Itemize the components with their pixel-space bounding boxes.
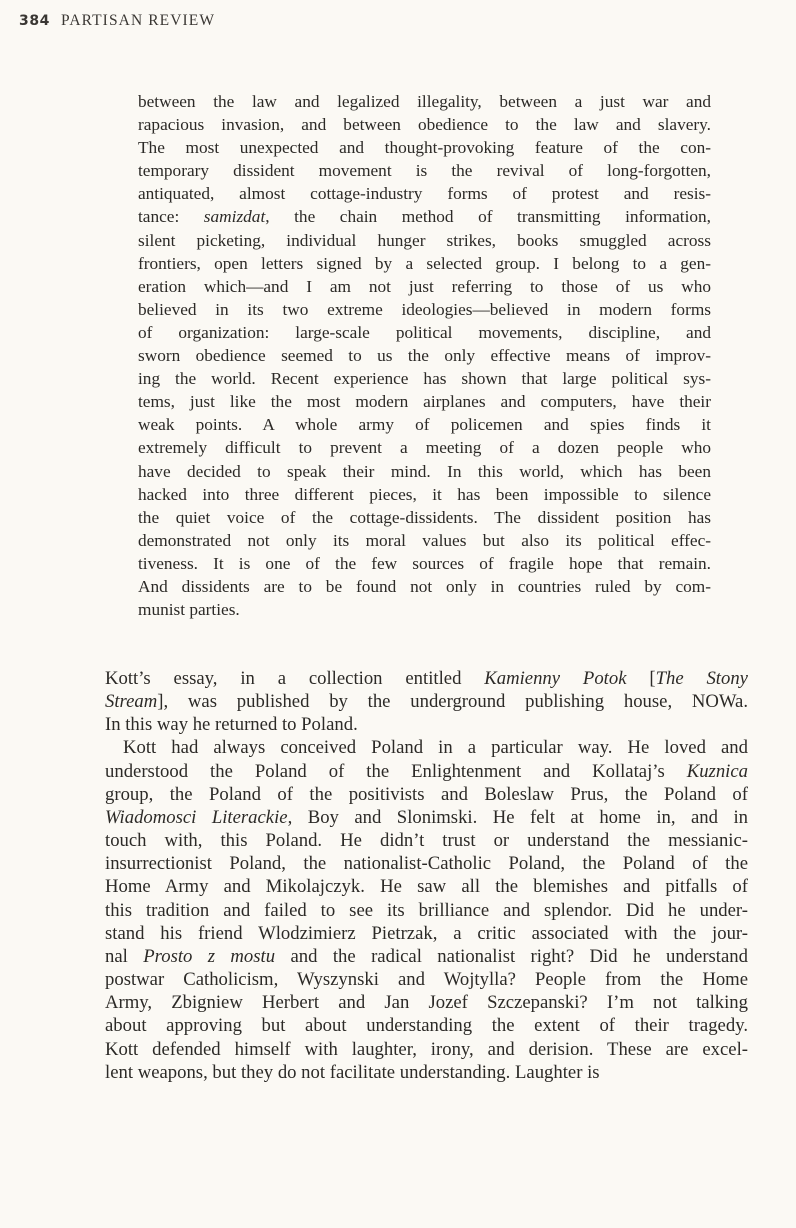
text-line bbox=[138, 90, 711, 113]
text-run: antiquated, almost cottage-industry forms of protest and resis- bbox=[138, 184, 711, 204]
text-run: Army, Zbigniew Herbert and Jan Jozef Szczepanski? I’m not talking bbox=[105, 992, 748, 1014]
text-run: postwar Catholicism, Wyszynski and Wojtylla? People from the Home bbox=[105, 969, 748, 991]
text-line bbox=[105, 945, 748, 968]
page-number: 384 bbox=[19, 13, 51, 29]
text-line bbox=[105, 690, 748, 713]
text-run: [ bbox=[626, 668, 656, 689]
text-run: group, the Poland of the positivists and Boleslaw Prus, the Poland of bbox=[105, 783, 748, 805]
text-line bbox=[138, 575, 711, 598]
text-line bbox=[138, 598, 711, 621]
text-run: touch with, this Poland. He didn’t trust or understand the messianic- bbox=[105, 830, 748, 852]
text-run: between the law and legalized illegality, between a just war and bbox=[138, 92, 711, 111]
text-run: this tradition and failed to see its brilliance and splendor. Did he under- bbox=[105, 899, 748, 921]
italic-title: Kamienny Potok bbox=[484, 668, 627, 689]
text-line bbox=[138, 367, 711, 390]
text-line bbox=[105, 736, 748, 759]
paragraph-1 bbox=[105, 667, 748, 736]
italic-title: samizdat bbox=[203, 207, 266, 227]
text-line bbox=[138, 159, 711, 182]
text-run: frontiers, open letters signed by a selected group. I belong to a gen- bbox=[138, 253, 711, 273]
text-line bbox=[138, 344, 711, 367]
text-line bbox=[105, 875, 748, 898]
text-run: ing the world. Recent experience has shown that large political sys- bbox=[138, 369, 711, 389]
text-run: about approving but about understanding the extent of their tragedy. bbox=[105, 1015, 748, 1037]
text-line bbox=[138, 529, 711, 552]
text-line bbox=[105, 783, 748, 806]
text-run: lent weapons, but they do not facilitate understanding. Laughter is bbox=[105, 1061, 600, 1083]
text-run: The most unexpected and thought-provoking feature of the con- bbox=[138, 138, 711, 158]
text-run: Home Army and Mikolajczyk. He saw all the blemishes and pitfalls of bbox=[105, 876, 748, 898]
text-line bbox=[138, 229, 711, 252]
text-line bbox=[105, 922, 748, 945]
text-line bbox=[105, 852, 748, 875]
text-run: Kott’s essay, in a collection entitled bbox=[105, 668, 485, 689]
text-line bbox=[138, 390, 711, 413]
text-run: stand his friend Wlodzimierz Pietrzak, a critic associated with the jour- bbox=[105, 922, 748, 944]
text-run: extremely difficult to prevent a meeting of a dozen people who bbox=[138, 438, 711, 458]
text-run: have decided to speak their mind. In this world, which has been bbox=[138, 461, 711, 481]
italic-title: Stream bbox=[105, 691, 158, 713]
text-line bbox=[105, 760, 748, 783]
text-run: insurrectionist Poland, the nationalist-Catholic Poland, the Poland of the bbox=[105, 853, 748, 875]
text-line bbox=[138, 436, 711, 459]
text-line bbox=[138, 483, 711, 506]
text-run: the quiet voice of the cottage-dissidents. The dissident position has bbox=[138, 507, 711, 527]
text-run: tems, just like the most modern airplanes and computers, have their bbox=[138, 392, 711, 412]
text-line bbox=[138, 552, 711, 575]
block-quote bbox=[138, 90, 711, 621]
text-line bbox=[105, 667, 748, 690]
text-line bbox=[138, 413, 711, 436]
text-run: and the radical nationalist right? Did he understand bbox=[275, 945, 748, 967]
running-head bbox=[19, 12, 215, 30]
text-line bbox=[105, 806, 748, 829]
journal-title: PARTISAN REVIEW bbox=[61, 12, 216, 29]
italic-title: Wiadomosci Literackie bbox=[105, 806, 288, 828]
text-line bbox=[138, 506, 711, 529]
italic-title: Kuznica bbox=[686, 760, 748, 782]
text-line bbox=[105, 899, 748, 922]
text-line bbox=[105, 1061, 748, 1084]
text-line bbox=[138, 298, 711, 321]
text-line bbox=[105, 968, 748, 991]
paragraph-2 bbox=[105, 736, 748, 1083]
text-line bbox=[138, 460, 711, 483]
text-run: understood the Poland of the Enlightenment and Kollataj’s bbox=[105, 760, 687, 782]
italic-title: The Stony bbox=[655, 668, 748, 689]
text-run: munist parties. bbox=[138, 600, 240, 620]
text-line bbox=[138, 136, 711, 159]
text-run: eration which—and I am not just referring to those of us who bbox=[138, 276, 711, 296]
text-run: hacked into three different pieces, it has been impossible to silence bbox=[138, 484, 711, 504]
text-run: , Boy and Slonimski. He felt at home in, and in bbox=[287, 806, 748, 828]
text-line bbox=[138, 252, 711, 275]
text-run: Kott defended himself with laughter, irony, and derision. These are excel- bbox=[105, 1038, 748, 1060]
body-text bbox=[105, 667, 748, 1084]
text-line bbox=[138, 275, 711, 298]
text-run: weak points. A whole army of policemen and spies finds it bbox=[138, 415, 711, 435]
text-run: Kott had always conceived Poland in a particular way. He loved and bbox=[123, 737, 748, 759]
text-line bbox=[105, 1038, 748, 1061]
text-run: nal bbox=[105, 945, 144, 967]
text-run: rapacious invasion, and between obedience to the law and slavery. bbox=[138, 115, 711, 135]
text-run: And dissidents are to be found not only in countries ruled by com- bbox=[138, 576, 711, 596]
text-run: sworn obedience seemed to us the only effective means of improv- bbox=[138, 346, 711, 366]
text-line bbox=[138, 182, 711, 205]
text-run: tance: bbox=[138, 207, 204, 227]
text-line bbox=[105, 713, 748, 736]
text-run: of organization: large-scale political movements, discipline, and bbox=[138, 322, 711, 342]
text-run: temporary dissident movement is the revival of long-forgotten, bbox=[138, 161, 711, 181]
text-line bbox=[105, 1014, 748, 1037]
text-run: silent picketing, individual hunger strikes, books smuggled across bbox=[138, 230, 711, 250]
text-run: , the chain method of transmitting information, bbox=[265, 207, 712, 227]
text-run: believed in its two extreme ideologies—believed in modern forms bbox=[138, 299, 711, 319]
text-run: ], was published by the underground publishing house, NOWa. bbox=[157, 691, 748, 713]
text-line bbox=[138, 205, 711, 228]
text-line bbox=[138, 321, 711, 344]
text-run: demonstrated not only its moral values but also its political effec- bbox=[138, 530, 711, 550]
text-run: tiveness. It is one of the few sources of fragile hope that remain. bbox=[138, 553, 711, 573]
text-run: In this way he returned to Poland. bbox=[105, 714, 358, 736]
italic-title: Prosto z mostu bbox=[143, 945, 276, 967]
text-line bbox=[138, 113, 711, 136]
text-line bbox=[105, 829, 748, 852]
text-line bbox=[105, 991, 748, 1014]
